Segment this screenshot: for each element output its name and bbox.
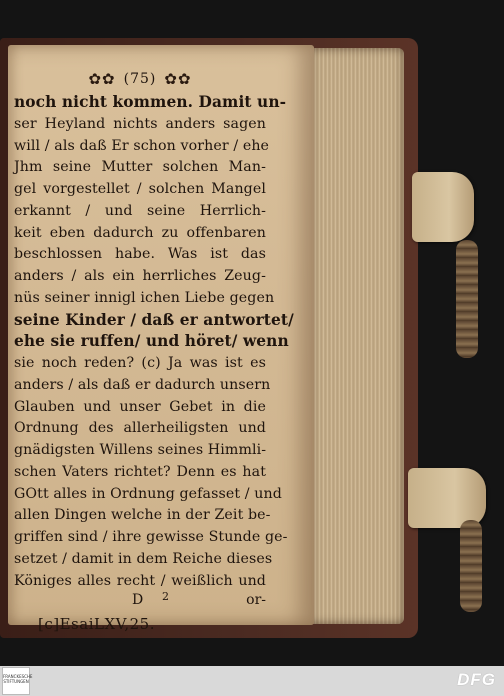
text-line: noch nicht kommen. Damit un-	[14, 93, 287, 111]
page-edges	[310, 48, 404, 624]
text-line: gel vorgestellet / solchen Mangel	[14, 181, 266, 197]
dfg-logo[interactable]: DFG	[457, 670, 496, 689]
text-line: schen Vaters richtet? Denn es hat	[14, 463, 266, 480]
signature-mark: D	[132, 592, 144, 609]
text-line: anders / als ein herrliches Zeug-	[14, 268, 266, 284]
text-line: Jhm seine Mutter solchen Man-	[14, 159, 266, 176]
text-line: setzet / damit in dem Reiche dieses	[14, 550, 273, 567]
text-line: ehe sie ruffen/ und höret/ wenn	[14, 332, 289, 351]
clasp-metal-bottom	[460, 520, 482, 612]
library-logo[interactable]: FRANCKESCHE STIFTUNGEN	[2, 667, 30, 695]
text-line: seine Kinder / daß er antwortet/	[14, 310, 294, 329]
text-line: Glauben und unser Gebet in die	[14, 398, 266, 415]
text-line: sie noch reden? (c) Ja was ist es	[14, 355, 266, 371]
viewer-footer	[0, 666, 504, 696]
text-line: allen Dingen welche in der Zeit be-	[14, 507, 271, 524]
clasp-metal-top	[456, 240, 478, 358]
clasp-strap-bottom	[408, 468, 486, 528]
page-header	[14, 66, 266, 92]
text-line: gnädigsten Willens seines Himmli-	[14, 442, 267, 458]
signature-line	[14, 592, 266, 612]
page-text	[14, 66, 294, 636]
catchword: or-	[246, 592, 266, 609]
text-line: Ordnung des allerheiligsten und	[14, 420, 266, 437]
ornament-left-icon: ✿✿	[88, 70, 116, 88]
text-line: nüs seiner innigl ichen Liebe gegen	[14, 289, 275, 306]
text-line: Königes alles recht / weißlich und	[14, 572, 266, 589]
signature-number: 2	[162, 590, 169, 604]
text-line: GOtt alles in Ordnung gefasset / und	[14, 485, 282, 502]
text-line: ser Heyland nichts anders sagen	[14, 115, 266, 132]
text-line: keit eben dadurch zu offenbaren	[14, 224, 266, 241]
text-line: griffen sind / ihre gewisse Stunde ge-	[14, 529, 288, 545]
footnote-citation: [c]EsaiLXV,25.	[38, 615, 155, 634]
ornament-right-icon: ✿✿	[164, 70, 192, 88]
text-line: will / als daß Er schon vorher / ehe	[14, 137, 270, 154]
text-line: anders / als daß er dadurch unsern	[14, 376, 271, 393]
text-line: erkannt / und seine Herrlich-	[14, 202, 266, 219]
page-number: (75)	[123, 71, 157, 87]
clasp-strap-top	[412, 172, 474, 242]
text-line: beschlossen habe. Was ist das	[14, 246, 266, 263]
